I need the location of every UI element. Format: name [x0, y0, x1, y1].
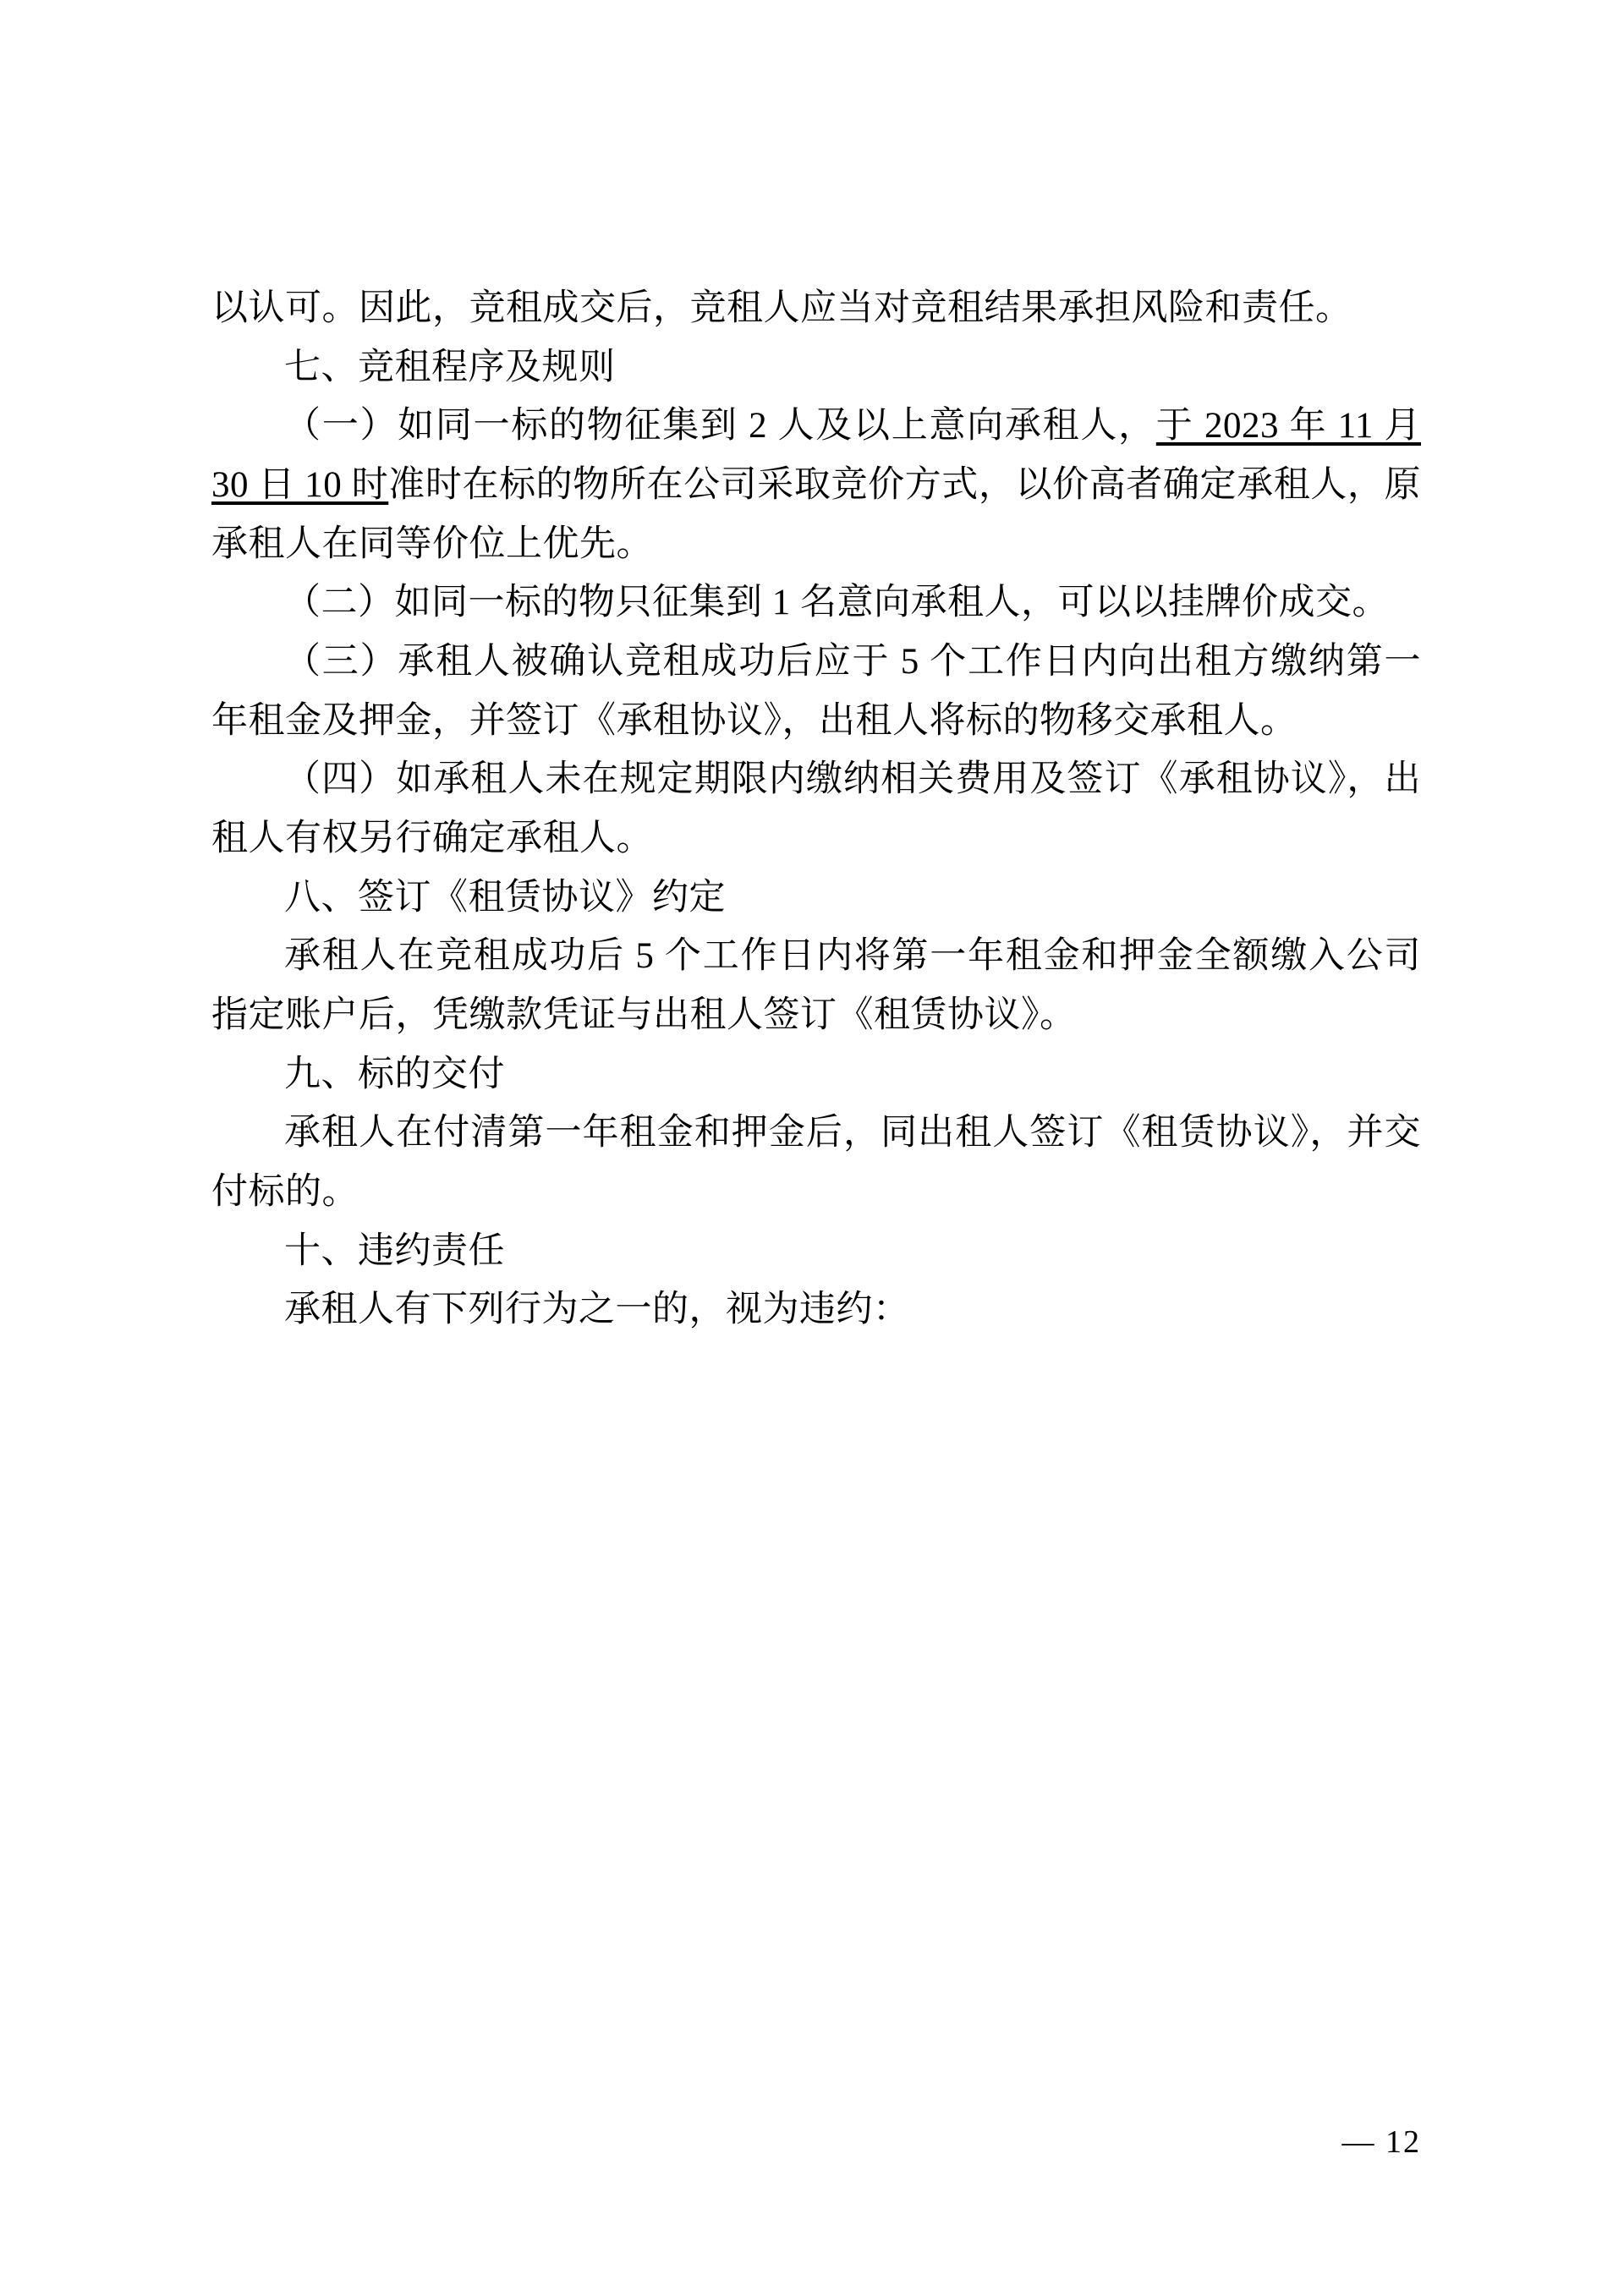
paragraph-item-two [211, 573, 1421, 633]
text-run: 七、竞租程序及规则 [284, 347, 616, 387]
heading-section-nine [211, 1045, 1421, 1104]
text-run: 承租人在竞租成功后 5 个工作日内将第一年租金和押金全额缴入公司指定账户后，凭缴款凭证与出租人签订《租赁协议》。 [211, 936, 1421, 1035]
paragraph-continuation [211, 279, 1421, 338]
text-run: 八、签订《租赁协议》约定 [284, 877, 726, 918]
paragraph-section-eight-body [211, 927, 1421, 1044]
text-run: （四）如承租人未在规定期限内缴纳相关费用及签订《承租协议》，出租人有权另行确定承租人。 [211, 759, 1421, 858]
paragraph-section-nine-body [211, 1104, 1421, 1221]
text-run: 十、违约责任 [284, 1230, 505, 1271]
heading-section-eight [211, 869, 1421, 928]
heading-section-ten [211, 1222, 1421, 1281]
text-run: 准时在标的物所在公司采取竞价方式，以价高者确定承租人，原承租人在同等价位上优先。 [211, 464, 1422, 564]
text-run-underlined-date: 于 2023 年 11 月 30 日 10 时 [211, 406, 1422, 505]
document-body [211, 279, 1421, 1340]
text-run: （一）如同一标的物征集到 2 人及以上意向承租人， [284, 406, 1156, 447]
paragraph-item-four [211, 750, 1421, 868]
paragraph-item-three [211, 633, 1421, 750]
page-number: — 12 [1341, 2124, 1421, 2160]
heading-section-seven [211, 338, 1421, 397]
text-run: 承租人有下列行为之一的，视为违约： [284, 1290, 910, 1330]
text-run: 以认可。因此，竞租成交后，竞租人应当对竞租结果承担风险和责任。 [211, 288, 1352, 328]
text-run: （二）如同一标的物只征集到 1 名意向承租人，可以以挂牌价成交。 [284, 583, 1389, 623]
text-run: 九、标的交付 [284, 1054, 505, 1094]
paragraph-section-ten-body [211, 1280, 1421, 1340]
text-run: （三）承租人被确认竞租成功后应于 5 个工作日内向出租方缴纳第一年租金及押金，并签订《承租协议》，出租人将标的物移交承租人。 [211, 641, 1421, 741]
paragraph-item-one [211, 397, 1421, 573]
text-run: 承租人在付清第一年租金和押金后，同出租人签订《租赁协议》，并交付标的。 [211, 1113, 1421, 1212]
